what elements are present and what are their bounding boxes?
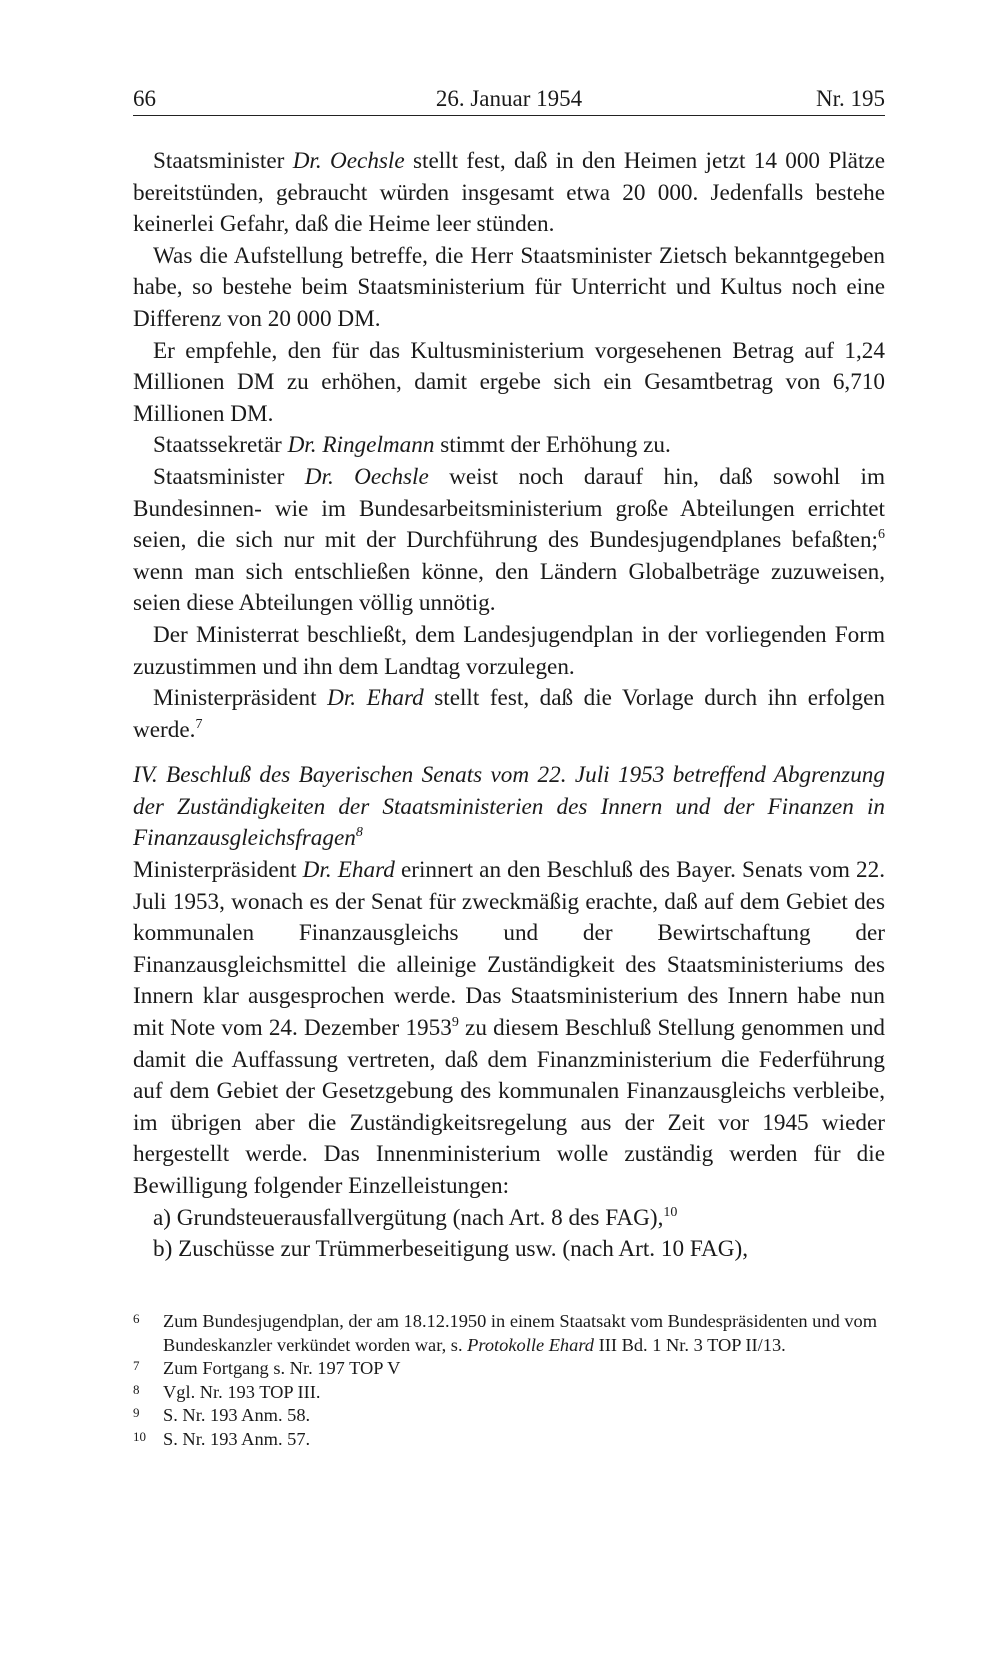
paragraph: Staatsminister Dr. Oechsle stellt fest, daß in den Heimen jetzt 14 000 Plätze bereitstünden, gebraucht würden insgesamt etwa 20 000. Jedenfalls bestehe keinerlei Gefahr, daß die Heime leer stünden. bbox=[133, 148, 885, 238]
list-item: a) Grundsteuerausfallvergütung (nach Art. 8 des FAG),$^{10}$ bbox=[153, 1204, 678, 1231]
italic-name: Dr. Ehard bbox=[327, 685, 424, 712]
italic-name: Protokolle Ehard bbox=[467, 1334, 594, 1355]
footnote-text: S. Nr. 193 Anm. 57. bbox=[163, 1428, 311, 1449]
footnote-number: 8 bbox=[133, 1381, 140, 1397]
paragraph: Was die Aufstellung betreffe, die Herr Staatsminister Zietsch bekanntgegeben habe, so bestehe beim Staatsministerium für Unterricht und Kultus noch eine Differenz von 20 000 DM. bbox=[133, 242, 885, 332]
footnote-text: S. Nr. 193 Anm. 58. bbox=[163, 1405, 311, 1425]
footnote-text: Vgl. Nr. 193 TOP III. bbox=[163, 1381, 321, 1402]
body-text bbox=[133, 146, 885, 1266]
footnote-reference[interactable]: 9 bbox=[451, 1015, 459, 1031]
footnote-reference[interactable]: 8 bbox=[355, 825, 363, 841]
paragraph: Staatsminister Dr. Oechsle weist noch darauf hin, daß sowohl im Bundesinnen- wie im Bundesarbeitsministerium große Abteilungen errichtet seien, die sich nur mit der Durchführung des Bundesjugendplanes befaßten;$^6$ wenn man sich entschließen könne, den Ländern Globalbeträge zuzuweisen, seien diese Abteilungen völlig unnötig. bbox=[133, 463, 885, 617]
italic-name: Dr. Oechsle bbox=[292, 148, 405, 174]
paragraph: Der Ministerrat beschließt, dem Landesjugendplan in der vorliegenden Form zuzustimmen und ihn dem Landtag vorzulegen. bbox=[133, 621, 885, 680]
paragraph: Staatssekretär Dr. Ringelmann stimmt der Erhöhung zu. bbox=[153, 432, 671, 459]
header-rule bbox=[133, 115, 885, 116]
italic-name: Dr. Ringelmann bbox=[287, 432, 435, 459]
footnote-number: 10 bbox=[133, 1428, 146, 1444]
footnote bbox=[133, 1381, 885, 1405]
page-number: 66 bbox=[133, 86, 156, 111]
footnote-reference[interactable]: 6 bbox=[878, 527, 885, 543]
footnote-number: 9 bbox=[133, 1405, 140, 1420]
footnote bbox=[133, 1404, 885, 1428]
italic-name: Dr. Oechsle bbox=[304, 463, 429, 490]
section-heading: IV. Beschluß des Bayerischen Senats vom 22. Juli 1953 betreffend Abgrenzung der Zuständigkeiten der Staatsministerien des Innern und der Finanzen in Finanzausgleichsfragen$^8$ bbox=[133, 762, 885, 852]
footnote-reference[interactable]: 7 bbox=[195, 716, 203, 732]
footnote-number: 6 bbox=[133, 1311, 140, 1326]
list-item: b) Zuschüsse zur Trümmerbeseitigung usw. (nach Art. 10 FAG), bbox=[153, 1236, 749, 1263]
footnote-reference[interactable]: 10 bbox=[663, 1204, 678, 1220]
footnote-number: 7 bbox=[133, 1358, 140, 1373]
document-number: Nr. 195 bbox=[816, 86, 885, 111]
footnotes bbox=[133, 1310, 885, 1451]
footnote bbox=[133, 1357, 885, 1381]
header-date: 26. Januar 1954 bbox=[435, 86, 583, 111]
footnote-text: Zum Bundesjugendplan, der am 18.12.1950 in einem Staatsakt vom Bundespräsidenten und vom Bundeskanzler verkündet worden war, s. Protokolle Ehard III Bd. 1 Nr. 3 TOP II/13. bbox=[163, 1311, 878, 1355]
paragraph: Ministerpräsident Dr. Ehard erinnert an den Beschluß des Bayer. Senats vom 22. Juli 1953, wonach es der Senat für zweckmäßig erachte, daß auf dem Gebiet des kommunalen Finanzausgleichs und der Bewirtschaftung der Finanzausgleichsmittel die alleinige Zuständigkeit des Staatsministeriums des Innern klar ausgesprochen werde. Das Staatsministerium des Innern habe nun mit Note vom 24. Dezember 1953$^9$ zu diesem Beschluß Stellung genommen und damit die Auffassung vertreten, daß dem Finanzministerium die Federführung auf dem Gebiet der Gesetzgebung des kommunalen Finanzausgleichs verbleibe, im übrigen aber die Zuständigkeitsregelung aus der Zeit vor 1945 wieder hergestellt werde. Das Innenministerium wolle zuständig werden für die Bewilligung folgender Einzelleistungen: bbox=[133, 857, 886, 1199]
footnote-text: Zum Fortgang s. Nr. 197 TOP V bbox=[163, 1358, 401, 1378]
footnote bbox=[133, 1310, 885, 1357]
paragraph: Er empfehle, den für das Kultusministerium vorgesehenen Betrag auf 1,24 Millionen DM zu erhöhen, damit ergebe sich ein Gesamtbetrag von 6,710 Millionen DM. bbox=[133, 337, 885, 427]
footnote bbox=[133, 1428, 885, 1452]
italic-name: Dr. Ehard bbox=[302, 857, 395, 884]
paragraph: Ministerpräsident Dr. Ehard stellt fest, daß die Vorlage durch ihn erfolgen werde.$^7$ bbox=[133, 685, 885, 743]
running-header bbox=[133, 82, 885, 116]
